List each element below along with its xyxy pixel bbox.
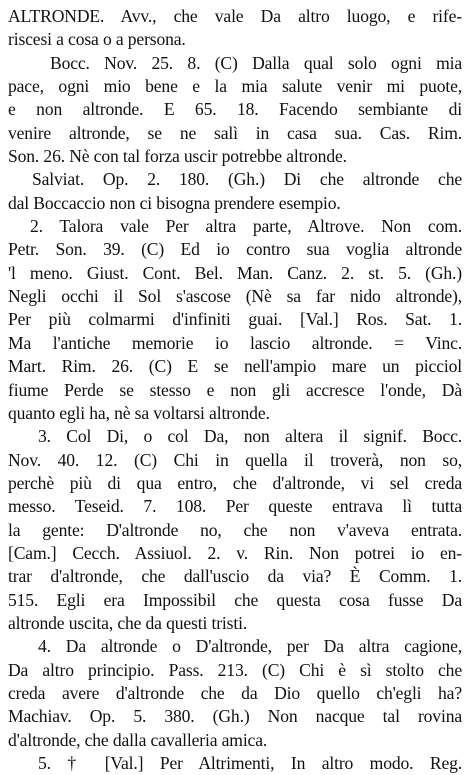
text-line: [Cam.] Cecch. Assiuol. 2. v. Rin. Non potrei io en- xyxy=(8,542,462,563)
text-line: Ma l'antiche memorie io lascio altronde. = Vinc. xyxy=(8,332,462,353)
text-line: messo. Teseid. 7. 108. Per queste entrava lì tutta xyxy=(8,496,462,517)
text-line: dal Boccaccio non ci bisogna prendere esempio. xyxy=(8,192,341,213)
text-line: Son. 26. Nè con tal forza uscir potrebbe altronde. xyxy=(8,146,347,167)
text-line: e non altronde. E 65. 18. Facendo sembiante di xyxy=(8,99,462,120)
text-line: creda avere d'altronde che da Dio quello ch'egli ha? xyxy=(8,682,462,703)
text-line: 3. Col Di, o col Da, non altera il signif. Bocc. xyxy=(38,426,462,447)
text-line: fiume Perde se stesso e non gli accresce l'onde, Dà xyxy=(8,379,462,400)
text-line: 'l meno. Giust. Cont. Bel. Man. Canz. 2. st. 5. (Gh.) xyxy=(8,262,462,283)
text-line: 2. Talora vale Per altra parte, Altrove. Non com. xyxy=(30,216,462,237)
text-line: Negli occhi il Sol s'ascose (Nè sa far nido altronde), xyxy=(8,286,462,307)
text-line: ALTRONDE. Avv., che vale Da altro luogo, e rife- xyxy=(8,6,462,26)
text-line: Da altro principio. Pass. 213. (C) Chi è sì stolto che xyxy=(8,659,462,680)
text-line: pace, ogni mio bene e la mia salute venir mi puote, xyxy=(8,76,462,97)
text-line: quanto egli ha, nè sa voltarsi altronde. xyxy=(8,402,270,423)
text-line: Nov. 40. 12. (C) Chi in quella il troverà, non so, xyxy=(8,449,462,470)
text-line: Bocc. Nov. 25. 8. (C) Dalla qual solo ogni mia xyxy=(50,52,462,73)
text-line: d'altronde, che dalla cavalleria amica. xyxy=(8,729,268,750)
text-line: 515. Egli era Impossibil che questa cosa fusse Da xyxy=(8,589,462,610)
text-line: la gente: D'altronde no, che non v'aveva entrata. xyxy=(8,519,462,540)
text-line: perchè più di qua entro, che d'altronde, vi sel creda xyxy=(8,472,462,493)
entry-text xyxy=(8,5,462,775)
text-line: venire altronde, se ne salì in casa sua. Cas. Rim. xyxy=(8,122,462,143)
text-line: 5. † [Val.] Per Altrimenti, In altro modo. Reg. xyxy=(38,753,462,773)
text-line: altronde uscita, che da questi tristi. xyxy=(8,612,248,633)
text-line: riscesi a cosa o a persona. xyxy=(8,29,186,50)
text-line: Salviat. Op. 2. 180. (Gh.) Di che altronde che xyxy=(32,169,462,190)
text-line: Machiav. Op. 5. 380. (Gh.) Non nacque tal rovina xyxy=(8,706,462,727)
text-line: Per più colmarmi d'infiniti guai. [Val.] Ros. Sat. 1. xyxy=(8,309,462,330)
text-line: Petr. Son. 39. (C) Ed io contro sua voglia altronde xyxy=(8,239,462,260)
text-line: 4. Da altronde o D'altronde, per Da altra cagione, xyxy=(38,636,462,657)
text-line: trar d'altronde, che dall'uscio da via? È Comm. 1. xyxy=(8,566,462,587)
text-line: Mart. Rim. 26. (C) E se nell'ampio mare un picciol xyxy=(8,356,462,377)
